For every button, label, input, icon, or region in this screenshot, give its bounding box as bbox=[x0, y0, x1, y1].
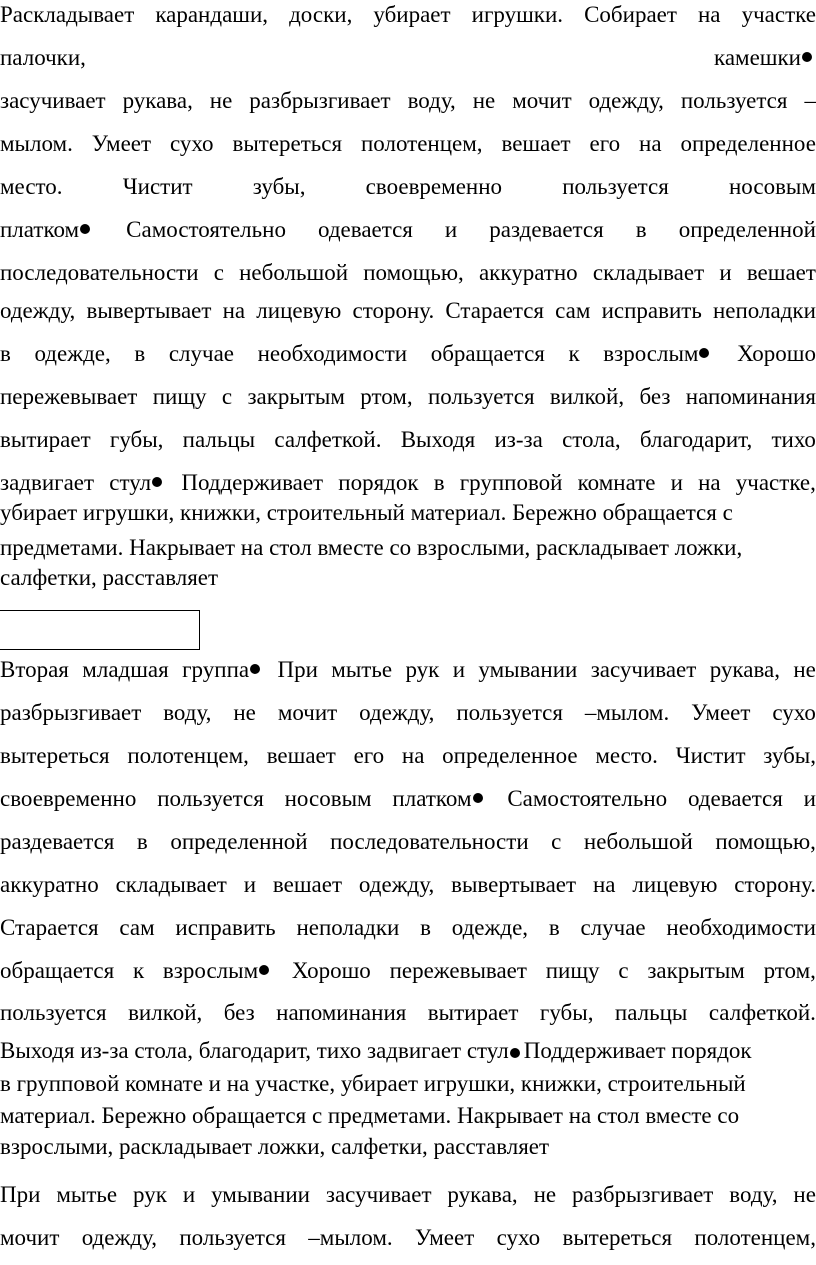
word: одежду, bbox=[588, 88, 664, 113]
word: последовательности bbox=[330, 829, 529, 854]
word: мытье bbox=[56, 1182, 118, 1207]
word: не bbox=[533, 1182, 557, 1207]
word: на bbox=[697, 2, 721, 27]
word: и bbox=[803, 786, 816, 811]
word: вешает bbox=[746, 260, 816, 285]
word: обращается bbox=[430, 341, 545, 366]
word: одевается bbox=[318, 217, 413, 242]
word: мытье bbox=[331, 657, 393, 682]
word: вилкой, bbox=[549, 384, 625, 409]
word: одежду, bbox=[358, 872, 435, 897]
word: и bbox=[243, 872, 257, 897]
word: стола, bbox=[562, 427, 621, 452]
word: платком bbox=[392, 786, 486, 812]
word: вешает bbox=[266, 743, 336, 768]
word: убирает bbox=[373, 2, 451, 27]
bullet-dot-icon bbox=[250, 664, 260, 674]
word: камешки bbox=[714, 45, 816, 71]
word: воду, bbox=[407, 88, 456, 113]
word: разбрызгивает bbox=[572, 1182, 714, 1207]
word: и bbox=[719, 260, 732, 285]
bullet-dot-icon bbox=[473, 793, 483, 803]
word: карандаши, bbox=[155, 2, 269, 27]
text-line bbox=[0, 1182, 816, 1208]
word: рук bbox=[133, 1182, 167, 1207]
word: комнате bbox=[577, 470, 656, 495]
word: участке, bbox=[735, 470, 816, 495]
word: на bbox=[222, 298, 246, 323]
word: взрослым bbox=[163, 958, 273, 984]
text-line bbox=[0, 1134, 816, 1160]
word: необходимости bbox=[257, 341, 408, 366]
word: его bbox=[353, 743, 385, 768]
word: пользуется bbox=[0, 1000, 107, 1025]
word: предметами. Накрывает на стол вместе со взрослыми, раскладывает ложки, bbox=[0, 535, 743, 560]
word: вывертывает bbox=[451, 872, 577, 897]
word: аккуратно bbox=[478, 260, 578, 285]
word: пережевывает bbox=[389, 958, 527, 983]
word: не bbox=[793, 657, 816, 682]
word: не bbox=[472, 88, 496, 113]
word: на bbox=[698, 470, 721, 495]
word: При bbox=[277, 657, 318, 682]
word: своевременно bbox=[365, 174, 503, 199]
text-line bbox=[0, 1038, 816, 1064]
word: мылом. bbox=[0, 131, 73, 156]
text-line bbox=[0, 565, 816, 591]
text-line bbox=[0, 700, 816, 726]
word: раздевается bbox=[489, 217, 604, 242]
bullet-dot-icon bbox=[152, 477, 162, 487]
word: Собирает bbox=[584, 2, 677, 27]
word: салфеткой. bbox=[274, 427, 382, 452]
word: Старается bbox=[445, 298, 544, 323]
word: рук bbox=[405, 657, 440, 682]
word: мочит bbox=[277, 700, 338, 725]
word: в bbox=[420, 915, 431, 940]
word: рукава, bbox=[122, 88, 193, 113]
word: одежде, bbox=[451, 915, 529, 940]
word: Чистит bbox=[675, 743, 746, 768]
word: Вторая bbox=[0, 657, 69, 682]
word: случае bbox=[580, 915, 646, 940]
word: обращается bbox=[0, 958, 115, 983]
text-line bbox=[0, 786, 816, 812]
word: доски, bbox=[289, 2, 353, 27]
word: одежду, bbox=[0, 298, 76, 323]
text-line bbox=[0, 217, 816, 243]
word: закрытым bbox=[647, 958, 745, 983]
word: носовым bbox=[284, 786, 372, 811]
word: с bbox=[213, 260, 224, 285]
word: в групповой комнате и на участке, убирает игрушки, книжки, строительный bbox=[0, 1071, 746, 1096]
word: воду, bbox=[729, 1182, 778, 1207]
word: взрослыми, раскладывает ложки, салфетки, расставляет bbox=[0, 1134, 550, 1159]
word: Самостоятельно bbox=[507, 786, 668, 811]
word: в bbox=[136, 829, 148, 854]
word: место. bbox=[0, 174, 63, 199]
word: необходимости bbox=[666, 915, 816, 940]
word: определенной bbox=[170, 829, 308, 854]
text-line bbox=[0, 384, 816, 410]
word: умывании bbox=[211, 1182, 310, 1207]
word: его bbox=[589, 131, 621, 156]
word: сам bbox=[555, 298, 591, 323]
word: Чистит bbox=[122, 174, 193, 199]
word: вытирает bbox=[0, 427, 91, 452]
word: пользуется bbox=[157, 786, 264, 811]
word: на bbox=[401, 743, 425, 768]
word: в bbox=[433, 470, 445, 495]
word: раздевается bbox=[0, 829, 115, 854]
word: Раскладывает bbox=[0, 2, 135, 27]
text-line bbox=[0, 174, 816, 200]
word: платком bbox=[0, 217, 94, 243]
text-line bbox=[0, 1103, 816, 1129]
word: засучивает bbox=[0, 88, 106, 113]
word: определенной bbox=[678, 217, 816, 242]
text-line bbox=[0, 743, 816, 769]
word: аккуратно bbox=[0, 872, 99, 897]
bullet-dot-icon bbox=[259, 965, 269, 975]
word: последовательности bbox=[0, 260, 199, 285]
word: игрушки. bbox=[471, 2, 564, 27]
word: задвигает bbox=[0, 470, 95, 495]
word: сухо bbox=[496, 1225, 541, 1250]
word: Хорошо bbox=[737, 341, 816, 366]
word: Умеет bbox=[691, 700, 751, 725]
text-line bbox=[0, 915, 816, 941]
word: одежду, bbox=[359, 700, 435, 725]
word: сторону. bbox=[352, 298, 435, 323]
word: взрослым bbox=[603, 341, 713, 367]
word: Поддерживает bbox=[181, 470, 324, 495]
word: сторону. bbox=[734, 872, 816, 897]
word: к bbox=[132, 958, 145, 983]
word: вытирает bbox=[427, 1000, 519, 1025]
word: Выходя из-за стола, благодарит, тихо задвигает стул bbox=[0, 1038, 509, 1063]
word: ртом, bbox=[360, 384, 413, 409]
word: и bbox=[670, 470, 683, 495]
word: палочки, bbox=[0, 45, 86, 70]
word: не bbox=[233, 700, 256, 725]
word: Выходя bbox=[400, 427, 476, 452]
word: неполадки bbox=[712, 298, 816, 323]
word: закрытым bbox=[247, 384, 345, 409]
word: одежду, bbox=[81, 1225, 158, 1250]
word: Поддерживает порядок bbox=[523, 1038, 752, 1063]
word: напоминания bbox=[685, 384, 816, 409]
word: исправить bbox=[175, 915, 276, 940]
word: разбрызгивает bbox=[249, 88, 391, 113]
word: Старается bbox=[0, 915, 99, 940]
text-line bbox=[0, 298, 816, 324]
word: и bbox=[452, 657, 466, 682]
word: салфетки, расставляет bbox=[0, 565, 219, 590]
word: помощью, bbox=[715, 829, 816, 854]
word: в bbox=[0, 341, 11, 366]
word: пользуется bbox=[456, 700, 563, 725]
text-line bbox=[0, 829, 816, 855]
word: неполадки bbox=[296, 915, 400, 940]
text-line bbox=[0, 657, 816, 683]
word: полотенцем, bbox=[360, 131, 483, 156]
bullet-dot-icon bbox=[802, 52, 812, 62]
word: сам bbox=[119, 915, 155, 940]
word: Умеет bbox=[414, 1225, 475, 1250]
word: сухо bbox=[170, 131, 214, 156]
bullet-dot-icon bbox=[80, 224, 90, 234]
word: напоминания bbox=[276, 1000, 407, 1025]
word: вытереться bbox=[562, 1225, 673, 1250]
word: сухо bbox=[772, 700, 816, 725]
word: и bbox=[182, 1182, 196, 1207]
word: воду, bbox=[163, 700, 212, 725]
word: с bbox=[551, 829, 562, 854]
word: вытереться bbox=[232, 131, 343, 156]
word: рукава, bbox=[709, 657, 780, 682]
word: младшая bbox=[82, 657, 169, 682]
text-line bbox=[0, 470, 816, 496]
word: пальцы bbox=[614, 1000, 688, 1025]
empty-text-box bbox=[0, 610, 200, 650]
word: мочит bbox=[0, 1225, 60, 1250]
word: исправить bbox=[601, 298, 702, 323]
text-line bbox=[0, 341, 816, 367]
word: тихо bbox=[771, 427, 816, 452]
word: своевременно bbox=[0, 786, 137, 811]
text-line bbox=[0, 260, 816, 286]
word: Умеет bbox=[91, 131, 152, 156]
word: в bbox=[635, 217, 647, 242]
word: участке bbox=[741, 2, 816, 27]
word: определенное bbox=[442, 743, 578, 768]
text-line bbox=[0, 958, 816, 984]
word: одежде, bbox=[34, 341, 111, 366]
text-line bbox=[0, 45, 816, 71]
word: на bbox=[592, 872, 616, 897]
text-line bbox=[0, 1000, 816, 1026]
word: пользуется bbox=[179, 1225, 286, 1250]
word: –мылом. bbox=[308, 1225, 393, 1250]
word: благодарит, bbox=[639, 427, 753, 452]
word: складывает bbox=[115, 872, 227, 897]
word: помощью, bbox=[363, 260, 464, 285]
word: стул bbox=[109, 470, 166, 496]
word: зубы, bbox=[763, 743, 816, 768]
word: пользуется bbox=[427, 384, 535, 409]
word: без bbox=[223, 1000, 255, 1025]
word: салфеткой. bbox=[708, 1000, 816, 1025]
word: одевается bbox=[687, 786, 783, 811]
word: носовым bbox=[728, 174, 816, 199]
word: разбрызгивает bbox=[0, 700, 142, 725]
text-line bbox=[0, 427, 816, 453]
word: При bbox=[0, 1182, 41, 1207]
word: вешает bbox=[501, 131, 571, 156]
word: губы, bbox=[539, 1000, 594, 1025]
word: лицевую bbox=[256, 298, 342, 323]
word: вилкой, bbox=[128, 1000, 203, 1025]
word: на bbox=[639, 131, 662, 156]
word: мочит bbox=[512, 88, 572, 113]
word: не bbox=[793, 1182, 816, 1207]
word: –мылом. bbox=[584, 700, 670, 725]
word: из-за bbox=[494, 427, 543, 452]
word: без bbox=[639, 384, 671, 409]
word: ртом, bbox=[763, 958, 816, 983]
word: губы, bbox=[109, 427, 164, 452]
text-line bbox=[0, 88, 816, 114]
word: засучивает bbox=[590, 657, 697, 682]
bullet-dot-icon bbox=[510, 1048, 520, 1058]
word: материал. Бережно обращается с предметами. Накрывает на стол вместе со bbox=[0, 1103, 740, 1128]
word: порядок bbox=[338, 470, 419, 495]
word: полотенцем, bbox=[694, 1225, 816, 1250]
word: Хорошо bbox=[291, 958, 371, 983]
text-line bbox=[0, 1225, 816, 1251]
word: пользуется bbox=[562, 174, 669, 199]
text-line bbox=[0, 535, 816, 561]
word: определенное bbox=[680, 131, 816, 156]
word: небольшой bbox=[239, 260, 349, 285]
word: – bbox=[804, 88, 816, 113]
word: рукава, bbox=[447, 1182, 518, 1207]
word: пищу bbox=[545, 958, 600, 983]
word: группа bbox=[182, 657, 264, 683]
word: в bbox=[548, 915, 560, 940]
text-line bbox=[0, 500, 816, 526]
word: с bbox=[221, 384, 233, 409]
text-line bbox=[0, 1071, 816, 1097]
word: умывании bbox=[478, 657, 578, 682]
word: место. bbox=[595, 743, 658, 768]
word: вытереться bbox=[0, 743, 110, 768]
word: засучивает bbox=[325, 1182, 432, 1207]
word: лицевую bbox=[632, 872, 718, 897]
word: вывертывает bbox=[86, 298, 212, 323]
word: пережевывает bbox=[0, 384, 138, 409]
word: и bbox=[444, 217, 458, 242]
bullet-dot-icon bbox=[699, 348, 709, 358]
word: не bbox=[209, 88, 233, 113]
word: в bbox=[134, 341, 146, 366]
word: небольшой bbox=[583, 829, 693, 854]
word: пищу bbox=[152, 384, 207, 409]
word: вешает bbox=[272, 872, 343, 897]
word: складывает bbox=[592, 260, 705, 285]
word: Самостоятельно bbox=[126, 217, 286, 242]
word: убирает игрушки, книжки, строительный материал. Бережно обращается с bbox=[0, 500, 733, 525]
word: групповой bbox=[459, 470, 563, 495]
text-line bbox=[0, 131, 816, 157]
word: зубы, bbox=[252, 174, 306, 199]
word: пальцы bbox=[182, 427, 256, 452]
word: к bbox=[568, 341, 580, 366]
text-line bbox=[0, 872, 816, 898]
word: пользуется bbox=[680, 88, 788, 113]
text-line bbox=[0, 2, 816, 28]
word: полотенцем, bbox=[127, 743, 249, 768]
word: случае bbox=[168, 341, 235, 366]
word: с bbox=[618, 958, 629, 983]
